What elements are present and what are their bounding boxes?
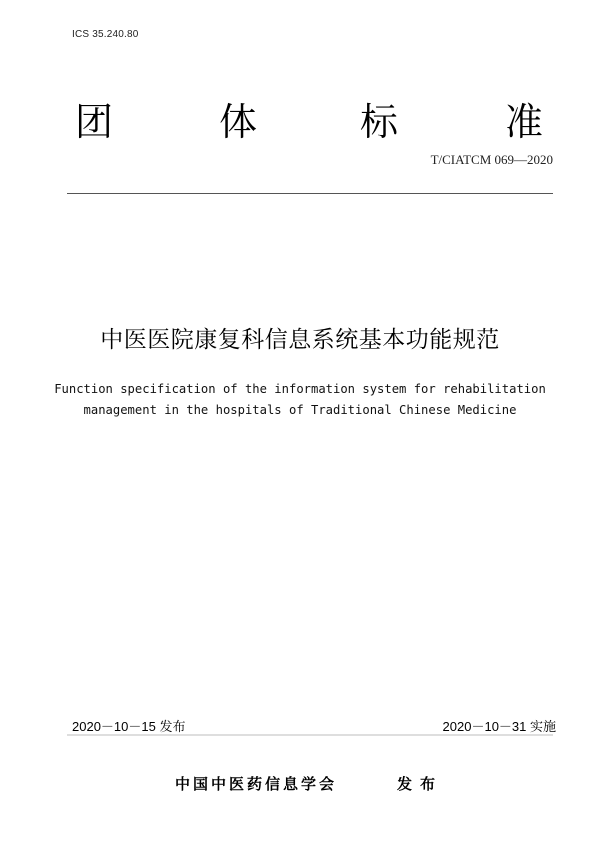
heading-char-zhun: 准 [505,100,544,144]
publisher-name: 中国中医药信息学会 [175,775,338,793]
english-title-line-2: management in the hospitals of Traditional Chinese Medicine [83,403,517,417]
ics-code: ICS 35.240.80 [72,29,139,40]
implement-date: 2020－10－31 实施 [442,719,556,734]
publish-label: 发布 [397,775,444,793]
document-title-chinese: 中医医院康复科信息系统基本功能规范 [100,327,500,353]
heading-char-ti: 体 [219,100,258,144]
heading-char-biao: 标 [360,100,399,144]
standard-number: T/CIATCM 069—2020 [430,152,553,167]
english-title-line-1: Function specification of the information system for rehabilitation [54,382,546,396]
heading-char-tuan: 团 [75,100,114,144]
top-divider [67,193,553,194]
publish-date: 2020－10－15 发布 [72,719,186,734]
document-title-english [0,379,600,421]
bottom-divider [67,734,553,736]
